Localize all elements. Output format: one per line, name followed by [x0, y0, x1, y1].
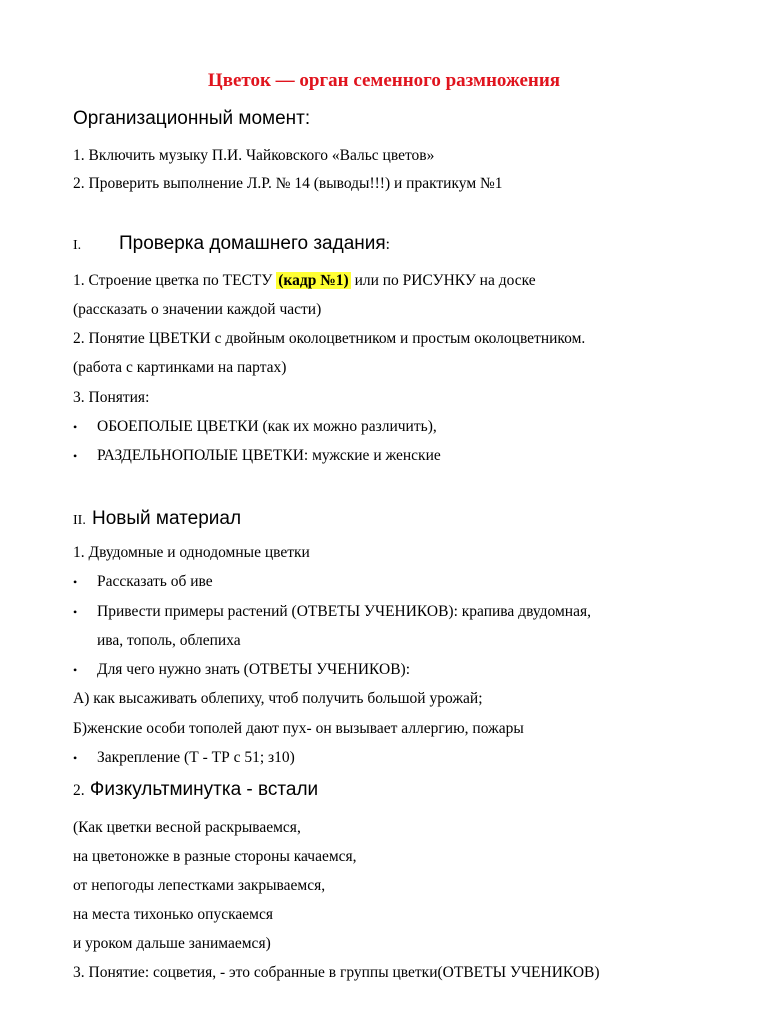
bullet-text: ОБОЕПОЛЫЕ ЦВЕТКИ (как их можно различить), [97, 418, 437, 435]
section2-heading: Новый материал [92, 508, 242, 529]
section1-item1-cont: (рассказать о значении каждой части) [73, 301, 322, 318]
section1-bullet-2 [73, 446, 441, 466]
section1-item1-pre: 1. Строение цветка по ТЕСТУ [73, 272, 277, 289]
bullet-text: Рассказать об иве [97, 573, 213, 590]
section2-bullet-2 [73, 602, 591, 622]
bullet-text: Для чего нужно знать (ОТВЕТЫ УЧЕНИКОВ): [97, 661, 411, 678]
org-moment-heading: Организационный момент: [73, 108, 311, 129]
org-item-1: 1. Включить музыку П.И. Чайковского «Вальс цветов» [73, 147, 435, 164]
poem-line-4: на места тихонько опускаемся [73, 906, 273, 923]
answer-b: Б)женские особи тополей дают пух- он вызывает аллергию, пожары [73, 720, 524, 737]
bullet-icon: • [73, 575, 78, 589]
poem-line-5: и уроком дальше занимаемся) [73, 935, 271, 952]
section3-heading: Физкультминутка - встали [84, 779, 319, 800]
bullet-icon: • [73, 751, 78, 765]
section2-item1: 1. Двудомные и однодомные цветки [73, 544, 310, 561]
highlight-kadr: (кадр №1) [278, 272, 349, 289]
section3-number: 2. [73, 782, 85, 799]
section2-bullet-1 [73, 572, 213, 592]
section1-item1 [73, 271, 536, 291]
section1-item2: 2. Понятие ЦВЕТКИ с двойным околоцветником и простым околоцветником. [73, 330, 586, 347]
section2-bullet-4 [73, 748, 295, 768]
section2-heading-line [73, 509, 241, 531]
bullet-icon: • [73, 449, 78, 463]
section1-heading-line [73, 234, 390, 256]
page-title: Цветок — орган семенного размножения [207, 70, 561, 91]
org-item-2: 2. Проверить выполнение Л.Р. № 14 (выводы!!!) и практикум №1 [73, 175, 503, 192]
section1-bullet-1 [73, 417, 437, 437]
poem-line-1: (Как цветки весной раскрываемся, [73, 819, 301, 836]
bullet-icon: • [73, 663, 78, 677]
section3-heading-line [73, 780, 318, 801]
section3-concept: 3. Понятие: соцветия, - это собранные в группы цветки(ОТВЕТЫ УЧЕНИКОВ) [73, 964, 600, 981]
section1-heading-colon: : [385, 236, 390, 253]
section1-item3: 3. Понятия: [73, 389, 150, 406]
section2-numeral: II. [73, 513, 86, 528]
section1-numeral: I. [73, 238, 82, 253]
bullet-text: РАЗДЕЛЬНОПОЛЫЕ ЦВЕТКИ: мужские и женские [97, 447, 441, 464]
poem-line-3: от непогоды лепестками закрываемся, [73, 877, 326, 894]
bullet-icon: • [73, 605, 78, 619]
section1-heading: Проверка домашнего задания [119, 233, 386, 254]
section2-bullet-2-cont: ива, тополь, облепиха [97, 632, 241, 649]
section1-item2-cont: (работа с картинками на партах) [73, 359, 287, 376]
bullet-text: Привести примеры растений (ОТВЕТЫ УЧЕНИКОВ): крапива двудомная, [97, 603, 591, 620]
section1-item1-post: или по РИСУНКУ на доске [350, 272, 536, 289]
bullet-icon: • [73, 420, 78, 434]
poem-line-2: на цветоножке в разные стороны качаемся, [73, 848, 357, 865]
section2-bullet-3 [73, 660, 410, 680]
bullet-text: Закрепление (Т - ТР с 51; з10) [97, 749, 295, 766]
answer-a: А) как высаживать облепиху, чтоб получить большой урожай; [73, 690, 483, 707]
